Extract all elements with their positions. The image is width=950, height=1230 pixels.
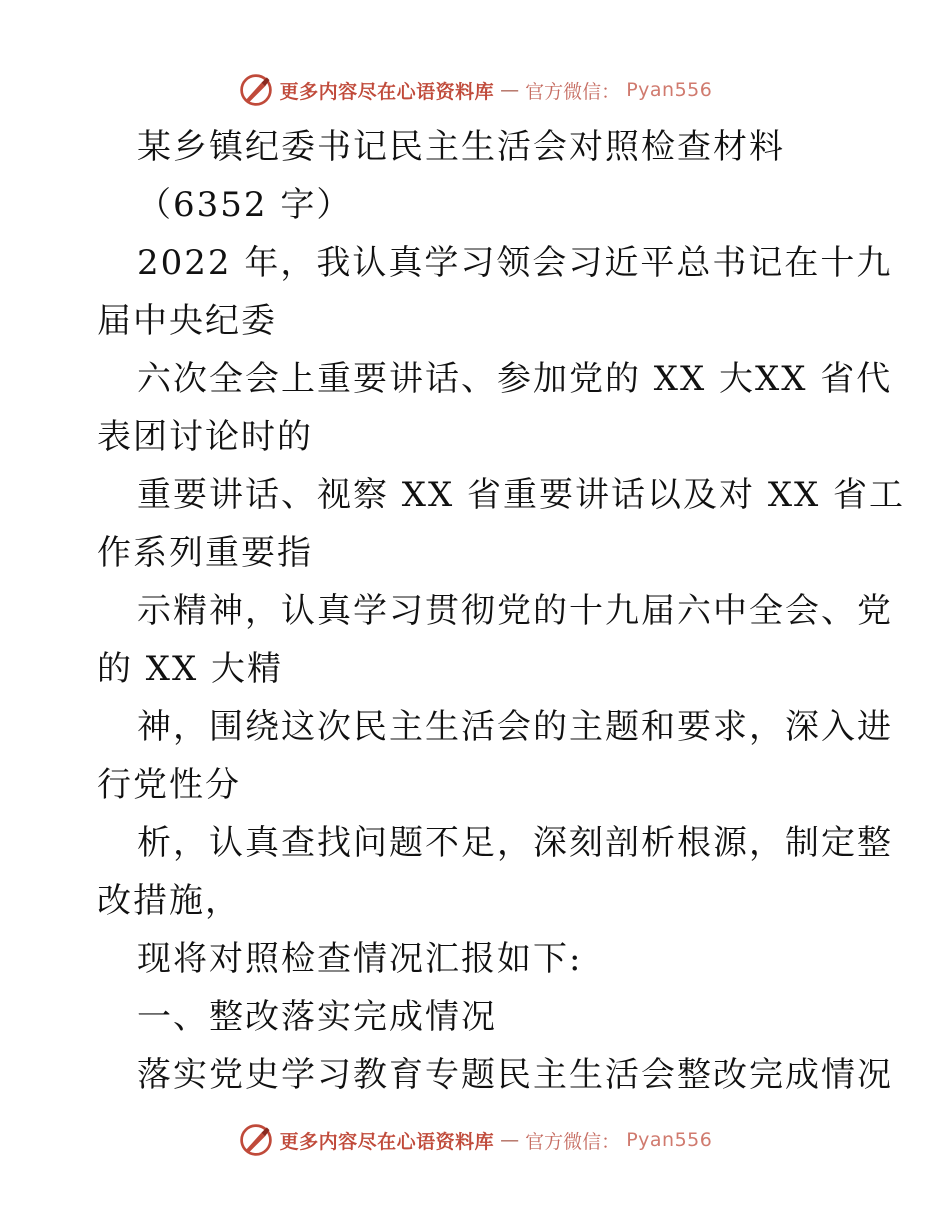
document-body <box>97 118 906 1104</box>
watermark-site-text: 更多内容尽在心语资料库 <box>279 80 495 103</box>
body-line: 行党性分 <box>97 765 241 805</box>
body-line: 六次全会上重要讲话、参加党的 XX 大XX 省代 <box>137 359 893 399</box>
body-line: 的 XX 大精 <box>97 649 284 689</box>
watermark-official-label: 官方微信： <box>525 1130 621 1153</box>
body-line: 现将对照检查情况汇报如下: <box>137 939 583 979</box>
watermark-wechat-id: Pyan556 <box>626 1129 713 1151</box>
body-line: 析，认真查找问题不足，深刻剖析根源，制定整 <box>137 823 893 863</box>
body-line: 表团讨论时的 <box>97 417 313 457</box>
body-line: 示精神，认真学习贯彻党的十九届六中全会、党 <box>137 591 893 631</box>
body-line: 改措施， <box>97 881 241 921</box>
word-count: （6352 字） <box>137 185 353 225</box>
footer-watermark <box>0 1120 950 1160</box>
section-heading: 一、整改落实完成情况 <box>137 997 497 1037</box>
body-line: 重要讲话、视察 XX 省重要讲话以及对 XX 省工 <box>137 475 906 515</box>
watermark-site-text: 更多内容尽在心语资料库 <box>279 1130 495 1153</box>
pen-logo-icon <box>238 72 274 108</box>
body-line: 落实党史学习教育专题民主生活会整改完成情况 <box>137 1055 893 1095</box>
watermark-dash: — <box>500 79 520 101</box>
watermark-dash: — <box>500 1129 520 1151</box>
body-line: 届中央纪委 <box>97 301 277 341</box>
document-title: 某乡镇纪委书记民主生活会对照检查材料 <box>137 127 785 167</box>
header-watermark <box>0 70 950 110</box>
watermark-official-label: 官方微信： <box>525 80 621 103</box>
watermark-wechat-id: Pyan556 <box>626 79 713 101</box>
pen-logo-icon <box>238 1122 274 1158</box>
body-line: 2022 年，我认真学习领会习近平总书记在十九 <box>137 243 893 283</box>
body-line: 作系列重要指 <box>97 533 313 573</box>
body-line: 神，围绕这次民主生活会的主题和要求，深入进 <box>137 707 893 747</box>
